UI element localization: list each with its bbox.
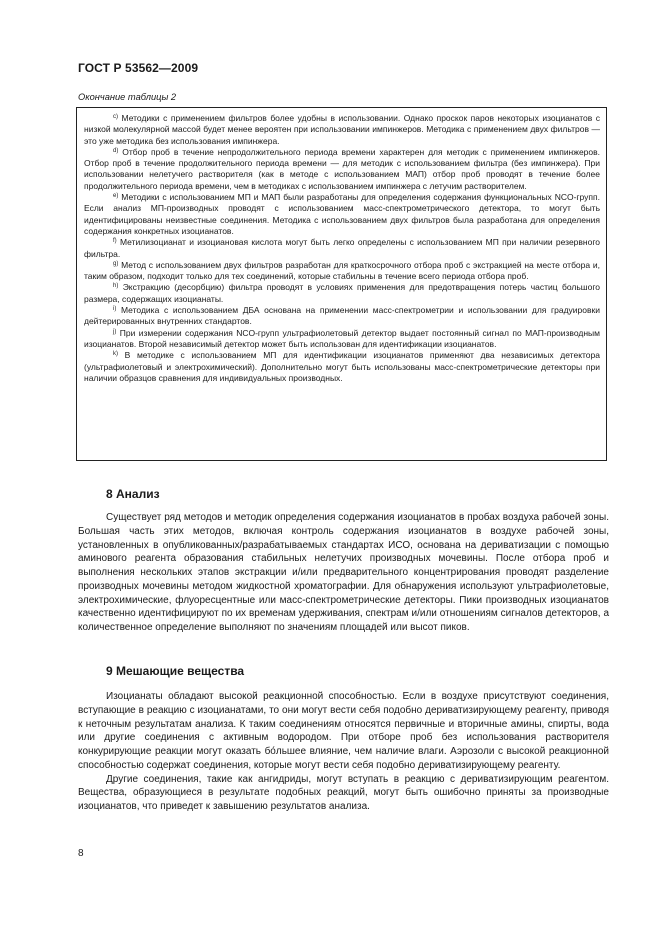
note-text: В методике с использованием МП для идентификации изоцианатов применяют два независимых детектора (ультрафиолетовый и электрохимический). Дополнительно могут быть использованы масс-спектрометрические детекторы при наличии образцов сравнения для индивидуальных производных.	[84, 350, 600, 383]
table-continuation-caption: Окончание таблицы 2	[78, 92, 177, 102]
note-mark: h)	[113, 283, 119, 290]
section-body-interfering-substances	[78, 690, 609, 814]
note-text: Экстракцию (десорбцию) фильтра проводят в условиях применения для предотвращения потерь частиц большого размера, содержащих изоцианаты.	[84, 282, 600, 304]
section-heading-interfering-substances: 9 Мешающие вещества	[106, 664, 245, 678]
note-mark: j)	[113, 328, 117, 335]
note-mark: k)	[113, 351, 118, 358]
note-text: Метилизоцианат и изоциановая кислота могут быть легко определены с использованием МП при наличии резервного фильтра.	[84, 237, 600, 259]
table-notes-box	[76, 107, 607, 461]
table-note	[84, 237, 600, 260]
note-text: Метод с использованием двух фильтров разработан для краткосрочного отбора проб с экстракцией на месте отбора и, таким образом, подходит только для тех соединений, которые стабильны в течение всего периода отбора проб.	[84, 259, 600, 282]
table-note	[84, 282, 600, 305]
table-note	[84, 113, 600, 147]
note-mark: i)	[113, 306, 117, 313]
paragraph: Существует ряд методов и методик определения содержания изоцианатов в пробах воздуха рабочей зоны. Большая часть этих методов, включая контроль содержания изоцианатов в воздухе рабочей зоны, установленных в опубликованных/разрабатываемых стандартах ИСО, основана на дериватизации с помощью аминового реагента образования стабильных нелетучих производных мочевины. После отбора проб и выполнения нескольких этапов экстракции и/или предварительного концентрирования проводят разделение производных мочевины методом жидкостной хроматографии. Для обнаружения используют ультрафиолетовые, электрохимические, флуоресцентные или масс-спектрометрические детекторы. Пики производных изоцианатов качественно идентифицируют по их временам удерживания, спектрам и/или отношениям сигналов детекторов, а количественное определение выполняют по значениям площадей или высот пиков.	[78, 512, 609, 633]
section-body-analysis	[78, 511, 609, 635]
page-number: 8	[78, 848, 84, 859]
paragraph: Другие соединения, такие как ангидриды, могут вступать в реакцию с дериватизирующим реагентом. Вещества, образующиеся в результате подобных реакций, могут быть ошибочно приняты за производные изоцианатов, что приведет к завышению результатов анализа.	[78, 773, 609, 812]
note-mark: e)	[113, 193, 119, 200]
table-note	[84, 147, 600, 192]
note-mark: g)	[113, 260, 119, 267]
table-note	[84, 350, 600, 384]
table-note	[84, 260, 600, 283]
section-heading-analysis: 8 Анализ	[106, 487, 160, 501]
note-mark: f)	[113, 238, 117, 245]
note-text: При измерении содержания NCO-групп ультрафиолетовый детектор выдает постоянный сигнал по МАП-производным изоцианатов. Второй независимый детектор может быть использован для идентификации изоцианатов.	[84, 327, 600, 349]
table-note	[84, 192, 600, 237]
paragraph: Изоцианаты обладают высокой реакционной способностью. Если в воздухе присутствуют соединения, вступающие в реакцию с изоцианатами, то они могут вести себя подобно дериватизирующему реагенту, приводя к неточным результатам анализа. К таким соединениям относятся первичные и вторичные амины, спирты, вода или другие соединения с активным водородом. При отборе проб без использования растворителя конкурирующие реакции могут оказать бо́льшее влияние, чем наличие влаги. Аэрозоли с высокой реакционной способностью содержат соединения, которые могут вести себя подобно дериватизирующему реагенту.	[78, 691, 609, 771]
table-note	[84, 328, 600, 351]
table-note	[84, 305, 600, 328]
note-mark: c)	[113, 114, 118, 120]
note-text: Методика с использованием ДБА основана на применении масс-спектрометрии и использовании для градуировки дейтерированных внутренних стандартов.	[84, 305, 600, 327]
note-mark: d)	[113, 147, 119, 154]
standard-code: ГОСТ Р 53562—2009	[78, 61, 199, 75]
note-text: Методики с применением фильтров более удобны в использовании. Однако проскок паров некоторых изоцианатов с низкой молекулярной массой будет менее вероятен при использовании импинжеров. Методика с применением двух фильтров — это уже методика без использования импинжера.	[84, 113, 600, 146]
note-text: Методики с использованием МП и МАП были разработаны для определения содержания функциональных NCO-групп. Если анализ МП-производных проводят с использованием масс-спектрометрического детектора, то могут быть идентифицированы неизвестные соединения. Методика с использованием двух фильтров была разработана для определения содержания конкретных изоцианатов.	[84, 192, 600, 236]
note-text: Отбор проб в течение непродолжительного периода времени характерен для методик с применением импинжеров. Отбор проб в течение продолжительного периода времени — для методик с использованием фильтра (без импинжера). При использовании нелетучего растворителя (как в методе с использованием МАП) отбор проб проводят в течение более продолжительного периода времени, чем в методиках с использованием импинжера с летучим растворителем.	[84, 146, 601, 191]
